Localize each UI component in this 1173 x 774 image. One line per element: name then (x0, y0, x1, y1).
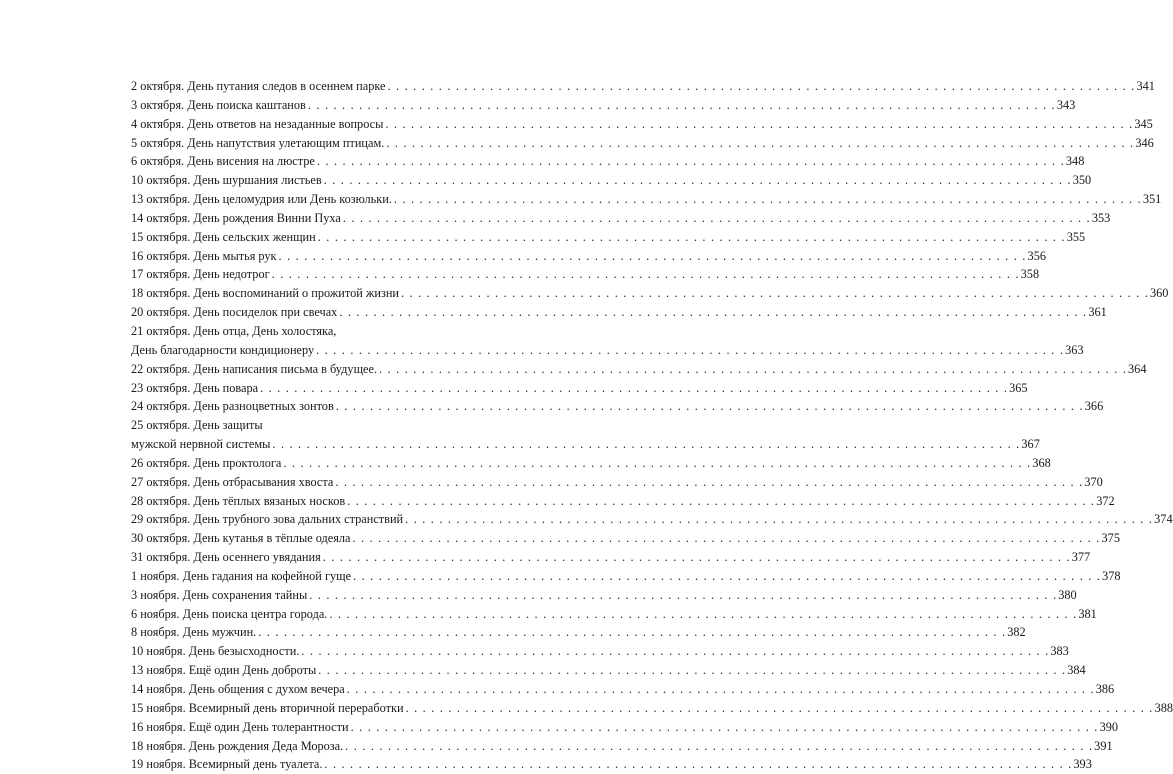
toc-entry-page-number: 388 (1154, 700, 1173, 715)
dot-leader (343, 209, 1091, 228)
toc-entry-line (131, 265, 1040, 284)
toc-entry-line (131, 303, 1107, 322)
toc-entry-line (131, 134, 1154, 153)
toc-entry-title: 5 октября. День напутствия улетающим птицам. (131, 135, 385, 150)
toc-entry (131, 322, 1084, 360)
toc-entry (131, 284, 1169, 303)
toc-entry (131, 718, 1119, 737)
toc-entry-page-number: 365 (1009, 380, 1028, 395)
toc-entry-line (131, 529, 1120, 548)
toc-entry-title: 31 октября. День осеннего увядания (131, 550, 321, 565)
dot-leader (339, 303, 1087, 322)
toc-entry (131, 209, 1111, 228)
toc-entry-page-number: 378 (1102, 568, 1121, 583)
toc-entry-title: 6 октября. День висения на люстре (131, 154, 315, 169)
toc-entry-title: 4 октября. День ответов на незаданные вопросы (131, 116, 384, 131)
dot-leader (272, 435, 1020, 454)
dot-leader (318, 228, 1066, 247)
toc-entry-page-number: 383 (1050, 644, 1069, 659)
toc-entry-title-line: 21 октября. День отца, День холостяка, (131, 323, 337, 338)
toc-entry-title: 18 ноября. День рождения Деда Мороза. (131, 738, 344, 753)
toc-entry-title: 28 октября. День тёплых вязаных носков (131, 493, 346, 508)
toc-entry-line (131, 454, 1051, 473)
toc-entry-page-number: 381 (1078, 606, 1097, 621)
toc-entry-title: 22 октября. День написания письма в будущее. (131, 361, 378, 376)
toc-entry (131, 510, 1173, 529)
toc-entry-title: 6 ноября. День поиска центра города. (131, 606, 328, 621)
toc-entry-line (131, 96, 1076, 115)
dot-leader (401, 284, 1149, 303)
dot-leader (323, 548, 1071, 567)
toc-entry-title: 13 октября. День целомудрия или День козюльки. (131, 192, 392, 207)
dot-leader (335, 473, 1083, 492)
dot-leader (379, 360, 1127, 379)
toc-entry (131, 416, 1040, 454)
toc-entry (131, 379, 1028, 398)
dot-leader (308, 96, 1056, 115)
toc-entry-title: 17 октября. День недотрог (131, 267, 270, 282)
toc-entry (131, 190, 1162, 209)
dot-leader (336, 397, 1084, 416)
dot-leader (386, 134, 1134, 153)
dot-leader (405, 510, 1153, 529)
toc-entry-title: 24 октября. День разноцветных зонтов (131, 399, 334, 414)
toc-entry-page-number: 350 (1072, 173, 1092, 188)
toc-entry-line (131, 737, 1113, 756)
toc-entry-line (131, 661, 1086, 680)
toc-entry (131, 661, 1086, 680)
toc-entry-line (131, 510, 1173, 529)
dot-leader (353, 567, 1101, 586)
dot-leader (260, 379, 1008, 398)
toc-entry (131, 605, 1097, 624)
dot-leader (258, 623, 1006, 642)
dot-leader (301, 642, 1049, 661)
dot-leader (318, 661, 1066, 680)
toc-entry-page-number: 380 (1058, 587, 1077, 602)
dot-leader (283, 454, 1031, 473)
toc-entry-page-number: 391 (1094, 738, 1113, 753)
toc-entry (131, 737, 1113, 756)
toc-entry-line (131, 152, 1085, 171)
toc-entry-line (131, 171, 1092, 190)
toc-entry (131, 303, 1107, 322)
toc-entry-title: 30 октября. День кутанья в тёплые одеяла (131, 531, 351, 546)
toc-entry-line (131, 642, 1069, 661)
toc-entry-line (131, 718, 1119, 737)
toc-entry (131, 134, 1154, 153)
toc-entry-line (131, 605, 1097, 624)
toc-entry-title: День благодарности кондиционеру (131, 342, 315, 357)
dot-leader (385, 115, 1133, 134)
toc-entry (131, 473, 1103, 492)
toc-entry-title-line: 25 октября. День защиты (131, 418, 263, 433)
toc-entry (131, 680, 1115, 699)
toc-entry (131, 454, 1051, 473)
table-of-contents (131, 77, 1173, 774)
toc-entry-line (131, 473, 1103, 492)
toc-entry-page-number: 351 (1142, 192, 1162, 207)
toc-entry-line (131, 228, 1086, 247)
toc-entry-title: 20 октября. День посиделок при свечах (131, 305, 338, 320)
dot-leader (329, 605, 1077, 624)
toc-entry-page-number: 360 (1150, 286, 1169, 301)
toc-entry-page-number: 368 (1032, 455, 1051, 470)
toc-entry-line (131, 435, 1040, 454)
toc-entry (131, 699, 1173, 718)
toc-entry (131, 529, 1120, 548)
toc-entry (131, 247, 1046, 266)
toc-entry-line (131, 397, 1104, 416)
dot-leader (388, 77, 1136, 96)
toc-entry-page-number: 386 (1095, 682, 1115, 696)
toc-entry (131, 265, 1040, 284)
toc-entry-line (131, 680, 1115, 699)
toc-entry-page-number: 374 (1154, 512, 1173, 527)
dot-leader (316, 341, 1064, 360)
toc-entry-page-number: 346 (1135, 135, 1154, 150)
toc-entry-line (131, 115, 1153, 134)
toc-entry-line (131, 755, 1092, 774)
toc-entry (131, 755, 1092, 774)
toc-entry-title: 3 ноября. День сохранения тайны (131, 587, 308, 602)
toc-entry-title: 14 октября. День рождения Винни Пуха (131, 210, 341, 225)
toc-entry (131, 171, 1092, 190)
toc-entry-line (131, 623, 1026, 642)
toc-entry-line (131, 284, 1169, 303)
toc-entry (131, 623, 1026, 642)
toc-entry (131, 77, 1155, 96)
toc-entry (131, 397, 1104, 416)
toc-entry-page-number: 393 (1073, 757, 1092, 772)
toc-entry-page-number: 377 (1071, 550, 1091, 565)
toc-entry-line (131, 699, 1173, 718)
toc-entry-line (131, 77, 1155, 96)
toc-entry-title: 10 октября. День шуршания листьев (131, 173, 322, 188)
dot-leader (309, 586, 1057, 605)
toc-entry-title: 13 ноября. Ещё один День доброты (131, 663, 317, 678)
toc-entry-page-number: 363 (1065, 342, 1084, 357)
toc-entry-page-number: 382 (1007, 625, 1026, 640)
toc-entry-page-number: 367 (1021, 437, 1040, 452)
toc-entry (131, 586, 1077, 605)
toc-entry-line (131, 548, 1091, 567)
toc-entry-page-number: 343 (1056, 97, 1076, 112)
toc-entry-title: 23 октября. День повара (131, 380, 259, 395)
toc-entry (131, 228, 1086, 247)
toc-entry-line (131, 379, 1028, 398)
toc-entry-title: 1 ноября. День гадания на кофейной гуще (131, 568, 352, 583)
toc-entry-page-number: 345 (1134, 116, 1153, 131)
toc-entry-title: 14 ноября. День общения с духом вечера (131, 682, 345, 696)
toc-entry-line (131, 360, 1147, 379)
toc-entry-page-number: 390 (1099, 719, 1119, 734)
toc-entry-title: 27 октября. День отбрасывания хвоста (131, 474, 334, 489)
toc-entry-title: 2 октября. День путания следов в осеннем парке (131, 79, 386, 93)
toc-entry-line (131, 247, 1046, 266)
toc-entry (131, 567, 1121, 586)
toc-entry-line (131, 567, 1121, 586)
toc-entry (131, 152, 1085, 171)
toc-entry-page-number: 384 (1067, 663, 1086, 678)
toc-entry-title: 8 ноября. День мужчин. (131, 625, 257, 640)
dot-leader (324, 171, 1072, 190)
toc-entry-page-number: 355 (1066, 229, 1086, 244)
toc-entry-page-number: 341 (1136, 79, 1155, 93)
toc-entry-page-number: 364 (1128, 361, 1147, 376)
toc-entry-title: 18 октября. День воспоминаний о прожитой жизни (131, 286, 399, 301)
toc-entry-title: 15 ноября. Всемирный день вторичной переработки (131, 700, 404, 715)
toc-entry-line (131, 209, 1111, 228)
toc-entry (131, 492, 1115, 511)
toc-entry-title: 15 октября. День сельских женщин (131, 229, 316, 244)
toc-entry-page-number: 358 (1020, 267, 1040, 282)
dot-leader (347, 492, 1095, 511)
toc-entry-page-number: 375 (1101, 531, 1120, 546)
toc-entry-page-number: 348 (1065, 154, 1085, 169)
toc-entry-title: 26 октября. День проктолога (131, 455, 282, 470)
toc-entry-line (131, 190, 1162, 209)
toc-entry-page-number: 370 (1084, 474, 1103, 489)
dot-leader (272, 265, 1020, 284)
dot-leader (345, 737, 1093, 756)
toc-entry-page-number: 372 (1096, 493, 1115, 508)
dot-leader (324, 755, 1072, 774)
toc-entry-page-number: 356 (1027, 248, 1046, 263)
toc-entry-title: мужской нервной системы (131, 437, 271, 452)
dot-leader (406, 699, 1154, 718)
toc-entry (131, 548, 1091, 567)
toc-entry-title: 10 ноября. День безысходности. (131, 644, 300, 659)
toc-entry-line (131, 586, 1077, 605)
toc-entry (131, 360, 1147, 379)
toc-entry-title: 29 октября. День трубного зова дальних странствий (131, 512, 404, 527)
toc-entry-page-number: 353 (1091, 210, 1111, 225)
dot-leader (279, 247, 1027, 266)
toc-entry-page-number: 361 (1088, 305, 1107, 320)
dot-leader (351, 718, 1099, 737)
toc-entry-title: 3 октября. День поиска каштанов (131, 97, 306, 112)
toc-entry-title: 16 октября. День мытья рук (131, 248, 277, 263)
dot-leader (317, 152, 1065, 171)
toc-entry (131, 115, 1153, 134)
dot-leader (353, 529, 1101, 548)
dot-leader (347, 680, 1095, 699)
toc-entry (131, 642, 1069, 661)
toc-entry-page-number: 366 (1084, 399, 1104, 414)
toc-entry-title: 16 ноября. Ещё один День толерантности (131, 719, 349, 734)
dot-leader (394, 190, 1142, 209)
toc-entry-line (131, 492, 1115, 511)
toc-entry (131, 96, 1076, 115)
toc-entry-line (131, 341, 1084, 360)
toc-entry-title: 19 ноября. Всемирный день туалета. (131, 757, 323, 772)
